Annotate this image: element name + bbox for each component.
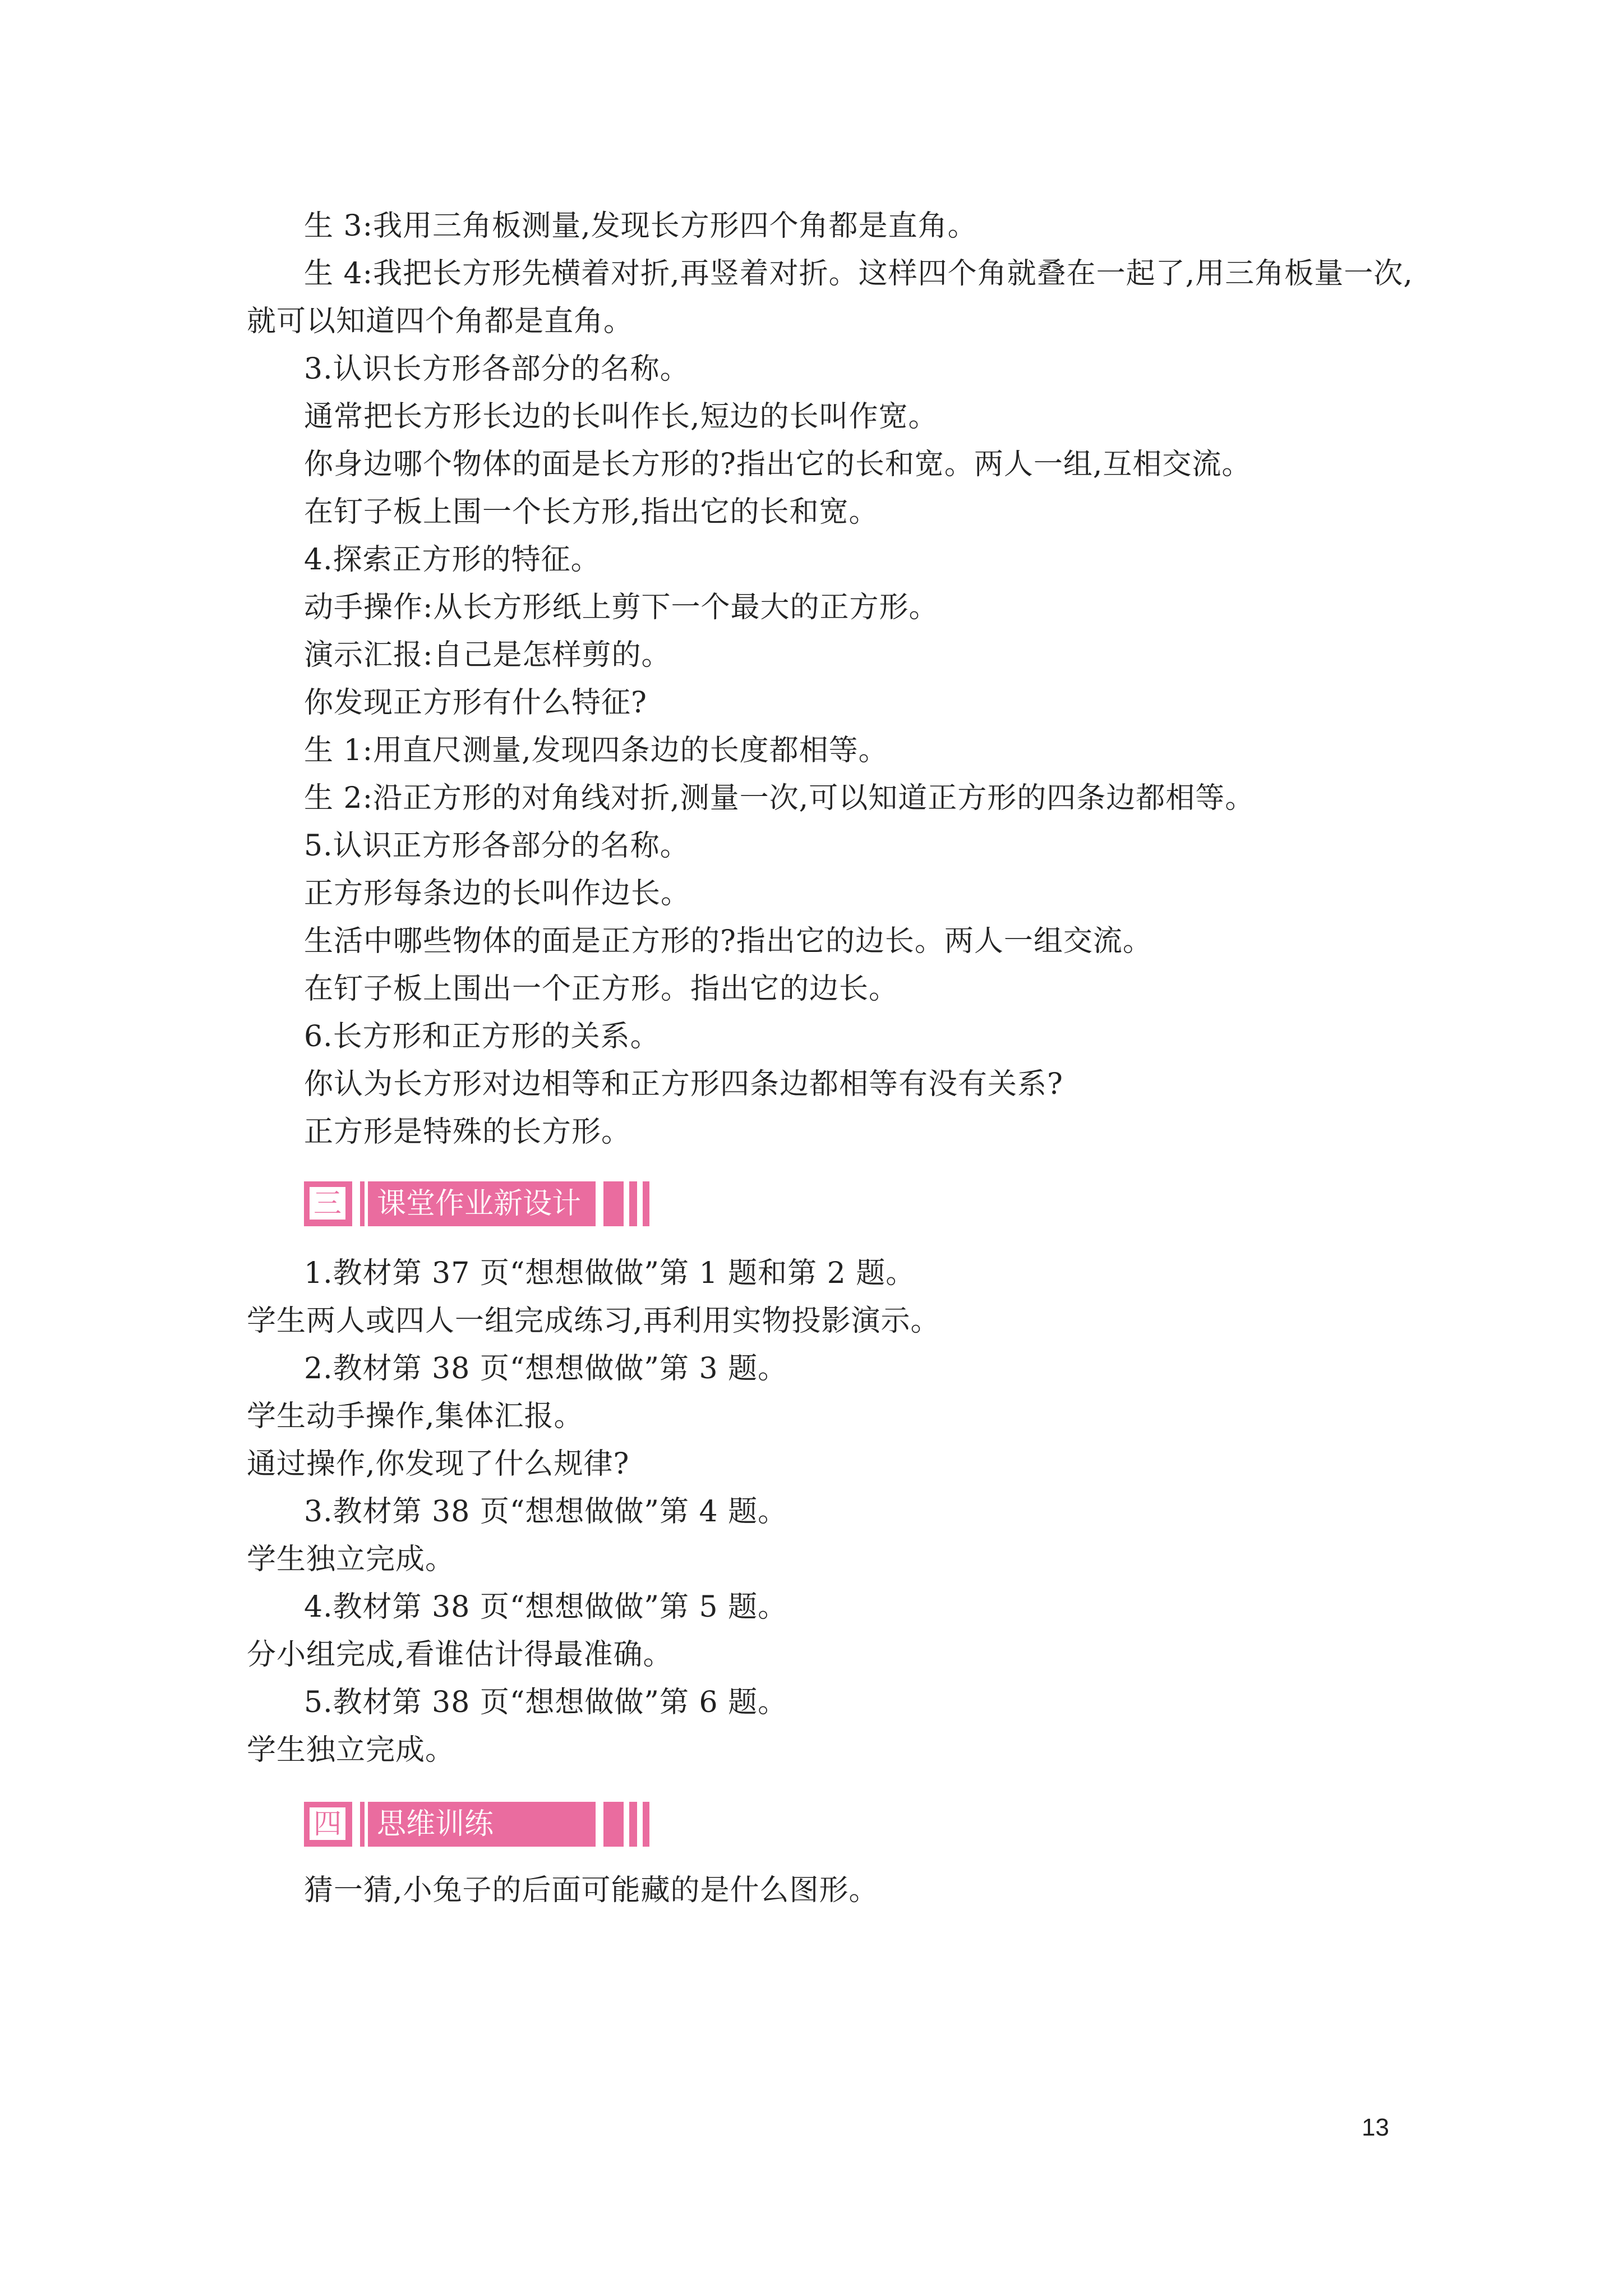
paragraph-line: 你认为长方形对边相等和正方形四条边都相等有没有关系? (304, 1068, 1063, 1101)
paragraph-line: 通过操作,你发现了什么规律? (247, 1447, 630, 1481)
paragraph-line: 学生独立完成。 (247, 1543, 455, 1576)
paragraph-line: 5.认识正方形各部分的名称。 (304, 829, 690, 863)
paragraph-line: 1.教材第 37 页“想想做做”第 1 题和第 2 题。 (304, 1257, 916, 1290)
paragraph-line: 正方形每条边的长叫作边长。 (304, 877, 691, 910)
paragraph-line: 在钉子板上围出一个正方形。指出它的边长。 (304, 972, 899, 1006)
paragraph-line: 通常把长方形长边的长叫作长,短边的长叫作宽。 (304, 400, 938, 434)
paragraph-line: 分小组完成,看谁估计得最准确。 (247, 1638, 673, 1672)
paragraph-line: 2.教材第 38 页“想想做做”第 3 题。 (304, 1352, 788, 1386)
decorative-stripe (643, 1802, 649, 1847)
paragraph-line: 4.探索正方形的特征。 (304, 543, 601, 577)
section-heading-4 (304, 1802, 681, 1847)
divider (365, 1181, 368, 1226)
paragraph-line: 学生动手操作,集体汇报。 (247, 1400, 584, 1433)
section-title-bar (360, 1802, 596, 1847)
page-number: 13 (1362, 2114, 1389, 2141)
paragraph-line: 3.认识长方形各部分的名称。 (304, 352, 690, 386)
paragraph-line: 在钉子板上围一个长方形,指出它的长和宽。 (304, 495, 879, 529)
paragraph-line: 你发现正方形有什么特征? (304, 686, 647, 720)
section-number: 三 (308, 1186, 347, 1221)
paragraph-line: 动手操作:从长方形纸上剪下一个最大的正方形。 (304, 591, 939, 624)
divider (365, 1802, 368, 1847)
section-title: 课堂作业新设计 (377, 1187, 582, 1221)
paragraph-line: 学生两人或四人一组完成练习,再利用实物投影演示。 (247, 1304, 940, 1338)
decorative-stripe (603, 1802, 624, 1847)
decorative-stripe (643, 1181, 649, 1226)
section-title: 思维训练 (377, 1807, 494, 1841)
paragraph-line: 生活中哪些物体的面是正方形的?指出它的边长。两人一组交流。 (304, 924, 1152, 958)
paragraph-line: 生 2:沿正方形的对角线对折,测量一次,可以知道正方形的四条边都相等。 (304, 781, 1255, 815)
paragraph-line: 演示汇报:自己是怎样剪的。 (304, 638, 671, 672)
paragraph-line: 你身边哪个物体的面是长方形的?指出它的长和宽。两人一组,互相交流。 (304, 448, 1252, 481)
paragraph-line: 就可以知道四个角都是直角。 (247, 305, 634, 338)
section-number-box (304, 1181, 352, 1226)
section-number-box (304, 1802, 352, 1847)
paragraph-line: 生 3:我用三角板测量,发现长方形四个角都是直角。 (304, 209, 978, 243)
decorative-stripe (629, 1181, 637, 1226)
paragraph-line: 4.教材第 38 页“想想做做”第 5 题。 (304, 1590, 788, 1624)
paragraph-line: 学生独立完成。 (247, 1733, 455, 1767)
paragraph-line: 猜一猜,小兔子的后面可能藏的是什么图形。 (304, 1874, 879, 1907)
section-number: 四 (308, 1806, 347, 1841)
paragraph-line: 正方形是特殊的长方形。 (304, 1115, 631, 1149)
section-heading-3 (304, 1181, 681, 1226)
decorative-stripe (603, 1181, 624, 1226)
paragraph-line: 生 4:我把长方形先横着对折,再竖着对折。这样四个角就叠在一起了,用三角板量一次, (304, 257, 1413, 291)
paragraph-line: 3.教材第 38 页“想想做做”第 4 题。 (304, 1495, 788, 1529)
section-title-bar (360, 1181, 596, 1226)
paragraph-line: 6.长方形和正方形的关系。 (304, 1020, 660, 1053)
decorative-stripe (629, 1802, 637, 1847)
paragraph-line: 生 1:用直尺测量,发现四条边的长度都相等。 (304, 734, 888, 767)
paragraph-line: 5.教材第 38 页“想想做做”第 6 题。 (304, 1686, 788, 1719)
